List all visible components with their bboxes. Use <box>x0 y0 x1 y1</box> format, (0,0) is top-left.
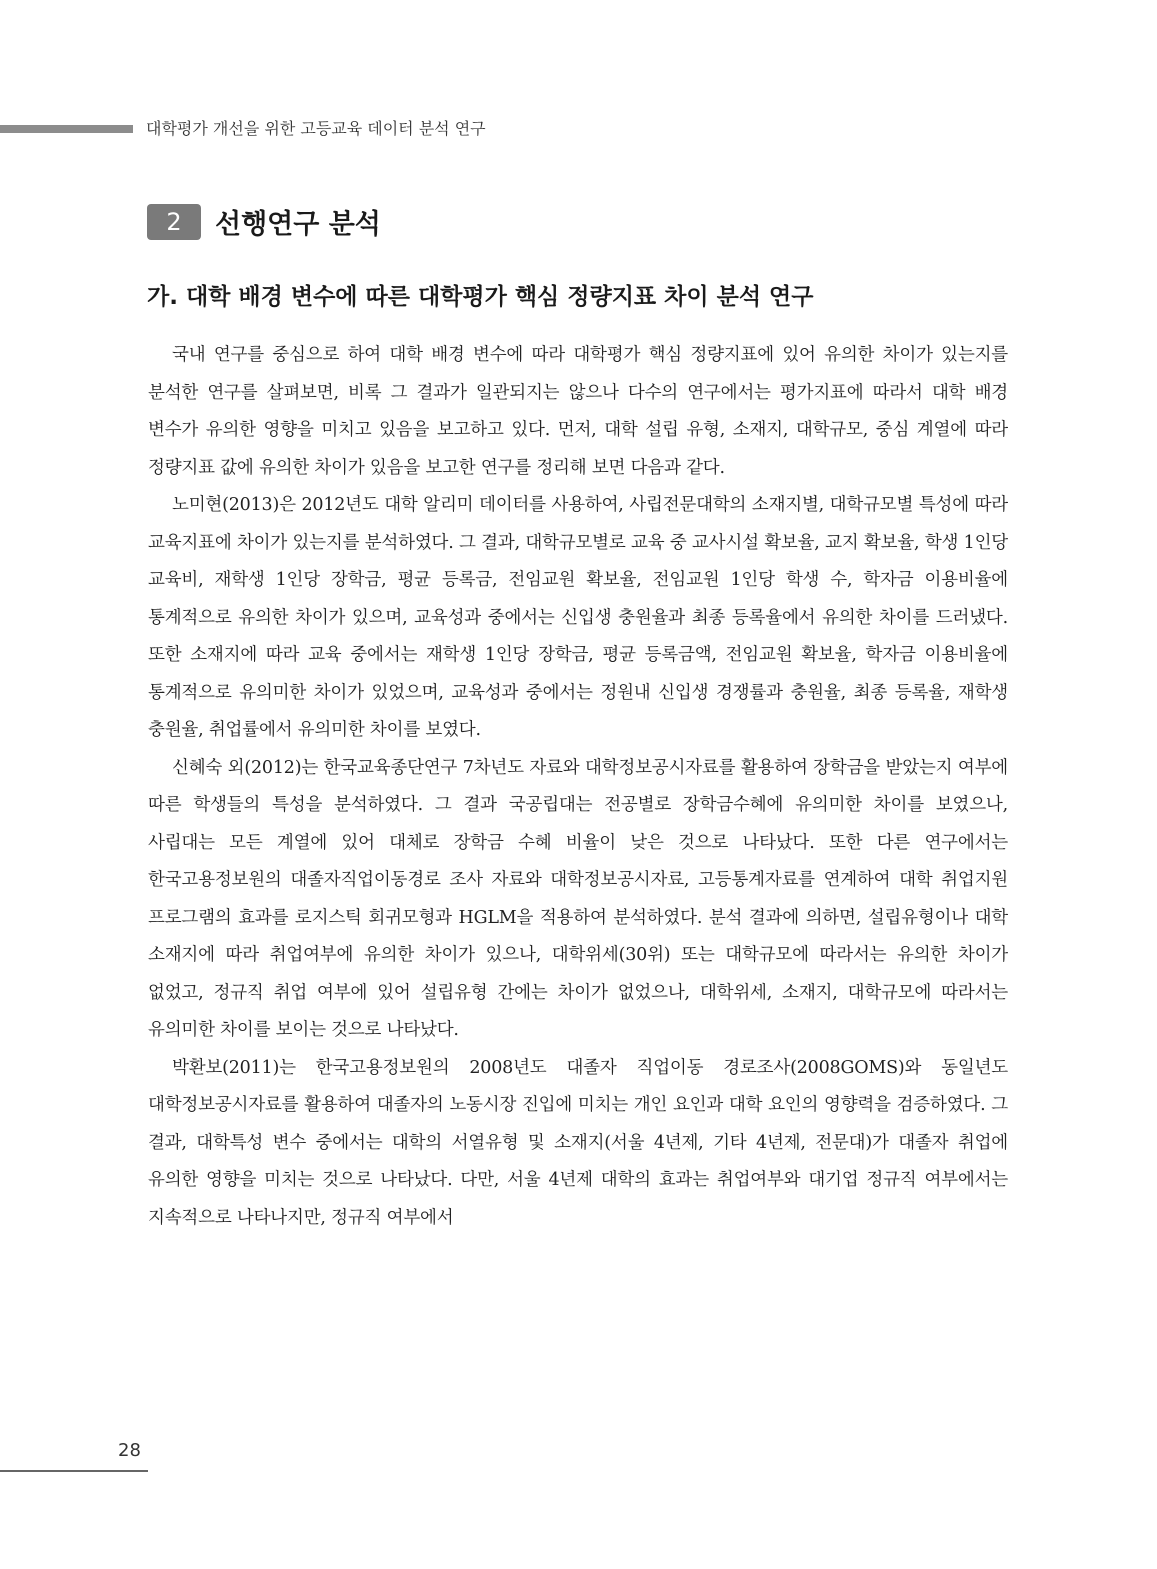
header-bar <box>0 125 133 133</box>
subsection-title: 가. 대학 배경 변수에 따른 대학평가 핵심 정량지표 차이 분석 연구 <box>147 284 814 310</box>
body-text <box>148 337 1008 1237</box>
paragraph: 신혜숙 외(2012)는 한국교육종단연구 7차년도 자료와 대학정보공시자료를 활용하여 장학금을 받았는지 여부에 따른 학생들의 특성을 분석하였다. 그 결과 국공립대는 전공별로 장학금수혜에 유의미한 차이를 보였으나, 사립대는 모든 계열에 있어 대체로 장학금 수혜 비율이 낮은 것으로 나타났다. 또한 다른 연구에서는 한국고용정보원의 대졸자직업이동경로 조사 자료와 대학정보공시자료, 고등통계자료를 연계하여 대학 취업지원 프로그램의 효과를 로지스틱 회귀모형과 HGLM을 적용하여 분석하였다. 분석 결과에 의하면, 설립유형이나 대학 소재지에 따라 취업여부에 유의한 차이가 있으나, 대학위세(30위) 또는 대학규모에 따라서는 유의한 차이가 없었고, 정규직 취업 여부에 있어 설립유형 간에는 차이가 없었으나, 대학위세, 소재지, 대학규모에 따라서는 유의미한 차이를 보이는 것으로 나타났다. <box>148 757 1008 1040</box>
running-header: 대학평가 개선을 위한 고등교육 데이터 분석 연구 <box>146 119 486 138</box>
paragraph: 박환보(2011)는 한국고용정보원의 2008년도 대졸자 직업이동 경로조사(2008GOMS)와 동일년도 대학정보공시자료를 활용하여 대졸자의 노동시장 진입에 미치는 개인 요인과 대학 요인의 영향력을 검증하였다. 그 결과, 대학특성 변수 중에서는 대학의 서열유형 및 소재지(서울 4년제, 기타 4년제, 전문대)가 대졸자 취업에 유의한 영향을 미치는 것으로 나타났다. 다만, 서울 4년제 대학의 효과는 취업여부와 대기업 정규직 여부에서는 지속적으로 나타나지만, 정규직 여부에서 <box>148 1057 1008 1228</box>
paragraph: 국내 연구를 중심으로 하여 대학 배경 변수에 따라 대학평가 핵심 정량지표에 있어 유의한 차이가 있는지를 분석한 연구를 살펴보면, 비록 그 결과가 일관되지는 않으나 다수의 연구에서는 평가지표에 따라서 대학 배경 변수가 유의한 영향을 미치고 있음을 보고하고 있다. 먼저, 대학 설립 유형, 소재지, 대학규모, 중심 계열에 따라 정량지표 값에 유의한 차이가 있음을 보고한 연구를 정리해 보면 다음과 같다. <box>148 345 1008 478</box>
paragraph: 노미현(2013)은 2012년도 대학 알리미 데이터를 사용하여, 사립전문대학의 소재지별, 대학규모별 특성에 따라 교육지표에 차이가 있는지를 분석하였다. 그 결과, 대학규모별로 교육 중 교사시설 확보율, 교지 확보율, 학생 1인당 교육비, 재학생 1인당 장학금, 평균 등록금, 전임교원 확보율, 전임교원 1인당 학생 수, 학자금 이용비율에 통계적으로 유의한 차이가 있으며, 교육성과 중에서는 신입생 충원율과 최종 등록율에서 유의한 차이를 드러냈다. 또한 소재지에 따라 교육 중에서는 재학생 1인당 장학금, 평균 등록금액, 전임교원 확보율, 학자금 이용비율에 통계적으로 유의미한 차이가 있었으며, 교육성과 중에서는 정원내 신입생 경쟁률과 충원율, 최종 등록율, 재학생 충원율, 취업률에서 유의미한 차이를 보였다. <box>148 495 1008 740</box>
section-number-badge: 2 <box>147 204 201 240</box>
page-number: 28 <box>118 1440 141 1461</box>
section-heading <box>147 202 381 241</box>
footer-rule <box>0 1470 148 1472</box>
section-title: 선행연구 분석 <box>215 209 381 240</box>
